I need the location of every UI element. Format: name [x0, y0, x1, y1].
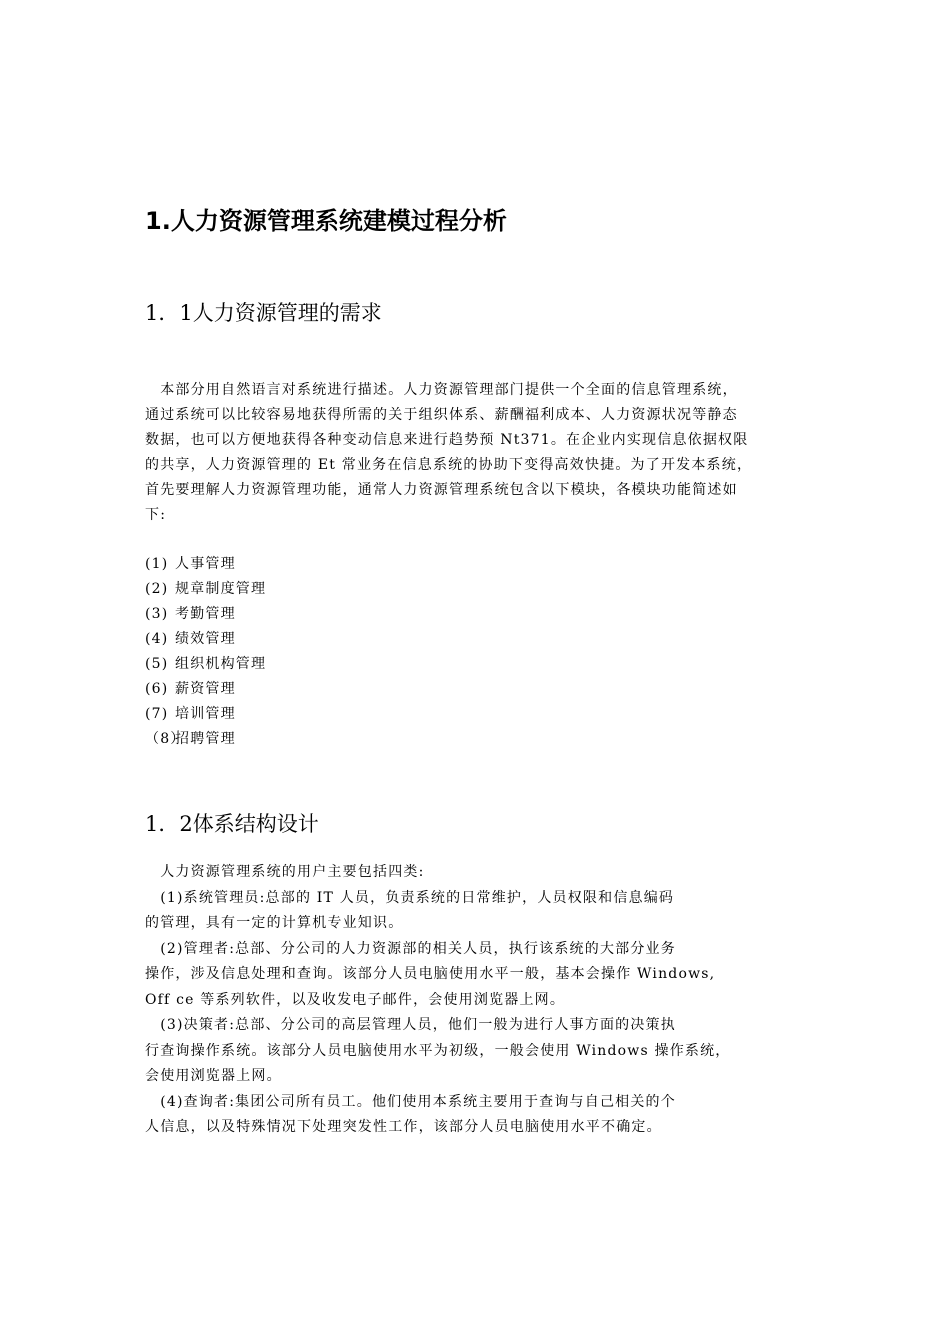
- paragraph-line: Off ce 等系列软件，以及收发电子邮件，会使用浏览器上网。: [145, 991, 566, 1008]
- paragraph-line: 的共享，人力资源管理的 Et 常业务在信息系统的协助下变得高效快捷。为了开发本系统，: [145, 457, 753, 473]
- list-item: [145, 602, 266, 627]
- paragraph-line: (3)决策者:总部、分公司的高层管理人员，他们一般为进行人事方面的决策执: [145, 1017, 676, 1033]
- paragraph-line: (4)查询者:集团公司所有员工。他们使用本系统主要用于查询与自己相关的个: [145, 1093, 676, 1110]
- list-item-label: 规章制度管理: [175, 581, 267, 597]
- list-item-number: (5): [145, 656, 169, 672]
- list-item: [145, 652, 266, 677]
- list-item: [145, 552, 266, 577]
- list-item-label: 考勤管理: [175, 606, 236, 622]
- paragraph-line: 人力资源管理系统的用户主要包括四类:: [145, 864, 425, 880]
- module-list: [145, 552, 266, 752]
- section-heading-requirements: 1．1人力资源管理的需求: [145, 301, 382, 325]
- list-item: [145, 702, 266, 727]
- list-item-label: 组织机构管理: [175, 656, 267, 672]
- list-item-number: (6): [145, 681, 169, 697]
- list-item-number: (7): [145, 706, 169, 722]
- list-item: [145, 577, 266, 602]
- paragraph-line: 下:: [145, 507, 167, 523]
- list-item-number: （8）: [145, 731, 186, 747]
- list-item: [145, 627, 266, 652]
- paragraph-line: 通过系统可以比较容易地获得所需的关于组织体系、薪酬福利成本、人力资源状况等静态: [145, 407, 738, 423]
- user-types-paragraph: [145, 860, 825, 1141]
- intro-paragraph: [145, 378, 825, 528]
- paragraph-line: 会使用浏览器上网。: [145, 1068, 282, 1084]
- list-item-number: (2): [145, 581, 169, 597]
- list-item-label: 薪资管理: [175, 681, 236, 697]
- paragraph-line: (1)系统管理员:总部的 IT 人员，负责系统的日常维护，人员权限和信息编码: [145, 889, 675, 906]
- list-item-label: 招聘管理: [175, 731, 236, 747]
- paragraph-line: 数据，也可以方便地获得各种变动信息来进行趋势预 Nt371。在企业内实现信息依据权限: [145, 432, 749, 448]
- paragraph-line: (2)管理者:总部、分公司的人力资源部的相关人员，执行该系统的大部分业务: [145, 940, 676, 957]
- list-item: [145, 727, 266, 752]
- list-item-number: (3): [145, 606, 169, 622]
- paragraph-line: 操作，涉及信息处理和查询。该部分人员电脑使用水平一般，基本会操作 Windows,: [145, 966, 716, 982]
- section-heading-architecture: 1．2体系结构设计: [145, 812, 319, 836]
- list-item: [145, 677, 266, 702]
- list-item-number: (4): [145, 631, 169, 647]
- paragraph-line: 首先要理解人力资源管理功能，通常人力资源管理系统包含以下模块，各模块功能简述如: [145, 482, 738, 498]
- list-item-label: 绩效管理: [175, 631, 236, 647]
- paragraph-line: 行查询操作系统。该部分人员电脑使用水平为初级，一般会使用 Windows 操作系统，: [145, 1042, 731, 1059]
- paragraph-line: 人信息，以及特殊情况下处理突发性工作，该部分人员电脑使用水平不确定。: [145, 1119, 662, 1135]
- list-item-number: (1): [145, 556, 169, 572]
- document-title: 1.人力资源管理系统建模过程分析: [145, 207, 507, 235]
- list-item-label: 培训管理: [175, 706, 236, 722]
- paragraph-line: 的管理，具有一定的计算机专业知识。: [145, 915, 404, 931]
- paragraph-line: 本部分用自然语言对系统进行描述。人力资源管理部门提供一个全面的信息管理系统，: [145, 382, 738, 398]
- list-item-label: 人事管理: [175, 556, 236, 572]
